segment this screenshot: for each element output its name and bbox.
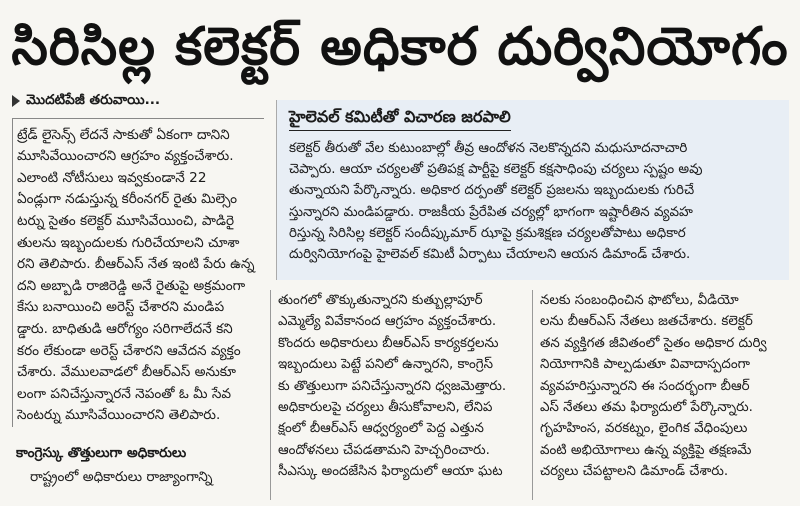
box-body: కలెక్టర్ తీరుతో వేల కుటుంబాల్లో తీవ్ర ఆందోళన నెలకొన్నదని మధుసూదనాచారి చెప్పారు. ఆయా చర్యలతో ప్రతిపక్ష పార్టీపై కలెక్టర్ కక్షసాధింపు చర్యలు స్పష్టం అవు తున్నాయని పేర్కొన్నారు. అధికార దర్పంతో కలెక్టర్ ప్రజలను ఇబ్బందులకు గురిచే స్తున్నారని మండిపడ్డారు. రాజకీయ ప్రేరేపిత చర్యల్లో భాగంగా ఇష్టారీతిన వ్యవహ రిస్తున్న సిరిసిల్ల కలెక్టర్ సందీప్కుమార్ ఝాపై క్రమశిక్షణ చర్యలతోపాటు అధికార దుర్వినియోగంపై హైలెవల్ కమిటీ ఏర్పాటు చేయాలని ఆయన డిమాండ్ చేశారు. (289, 141, 703, 263)
kicker-label: మొదటిపేజీ తరువాయి... (26, 92, 161, 108)
lead-paragraph: ట్రేడ్ లైసెన్స్ లేదనే సాకుతో ఏకంగా దానిని మూసివేయించారని ఆగ్రహం వ్యక్తంచేశారు. ఎలాంటి నోటీసులు ఇవ్వకుండానే 22 ఏండ్లుగా నడుస్తున్న కరీంనగర్ రైతు మిల్సెం టర్ను సైతం కలెక్టర్ మూసివేయించి, పాడిరై తులను ఇబ్బందులకు గురిచేయాలని చూశా రని తెలిపారు. బీఆర్ఎస్ నేత ఇంటి పేరు ఉన్న దని అబ్బాడి రాజిరెడ్డి అనే రైతుపై అక్రమంగా కేసు బనాయించి అరెస్ట్ చేశారని మండిప డ్డారు. బాధితుడి ఆరోగ్యం సరిగాలేదనే కని కరం లేకుండా అరెస్ట్ చేశారని ఆవేదన వ్యక్తం చేశారు. వేములవాడలో బీఆర్ఎస్ అనుకూ లంగా పనిచేస్తున్నారనే నెపంతో ఓ మీ సేవ సెంటర్ను మూసివేయించారని తెలిపారు. (17, 126, 255, 424)
column-divider (270, 290, 271, 500)
right-paragraph: నలకు సంబంధించిన ఫొటోలు, వీడియో లను బీఆర్ఎస్ నేతలు జతచేశారు. కలెక్టర్ తన వ్యక్తిగత జీవితంలో సైతం అధికార దుర్వి నియోగానికి పాల్పడుతూ వివాదాస్పదంగా వ్యవహరిస్తున్నారని ఈ సందర్భంగా బీఆర్ ఎస్ నేతలు తమ ఫిర్యాదులో పేర్కొన్నారు. గృహహింస, వరకట్నం, లైంగిక వేధింపులు వంటి అభియోగాలు ఉన్న వ్యక్తిపై తక్షణమే చర్యలు చేపట్టాలని డిమాండ్ చేశారు. (540, 293, 767, 480)
column-middle (278, 290, 526, 483)
column-left (12, 90, 264, 488)
column-right (540, 290, 790, 483)
section-subhead: కాంగ్రెస్కు తొత్తులుగా అధికారులు (16, 444, 187, 461)
headline: సిరిసిల్ల కలెక్టర్ అధికార దుర్వినియోగం (11, 17, 789, 77)
middle-paragraph: తుంగలో తొక్కుతున్నారని కుత్బుల్లాపూర్ ఎమ్మెల్యే వివేకానంద ఆగ్రహం వ్యక్తంచేశారు. కొందరు అధికారులు బీఆర్ఎస్ కార్యకర్తలను ఇబ్బందులు పెట్టే పనిలో ఉన్నారని, కాంగ్రెస్ కు తొత్తులుగా పనిచేస్తున్నారని ధ్వజమెత్తారు. అధికారులపై చర్యలు తీసుకోవాలని, లేనిప క్షంలో బీఆర్ఎస్ ఆధ్వర్యంలో పెద్ద ఎత్తున ఆందోళనలు చేపడతామని హెచ్చరించారు. సీఎస్కు అందజేసిన ఫిర్యాదులో ఆయా ఘట (278, 293, 507, 480)
arrow-right-icon (12, 95, 20, 107)
subhead-paragraph: రాష్ట్రంలో అధికారులు రాజ్యాంగాన్ని (30, 468, 213, 485)
lead-paragraph-box (12, 118, 264, 427)
highlight-box (276, 100, 789, 280)
continued-kicker (12, 90, 264, 112)
column-divider (532, 290, 533, 500)
box-title: హైలెవల్ కమిటీతో విచారణ జరపాలి (289, 106, 511, 131)
